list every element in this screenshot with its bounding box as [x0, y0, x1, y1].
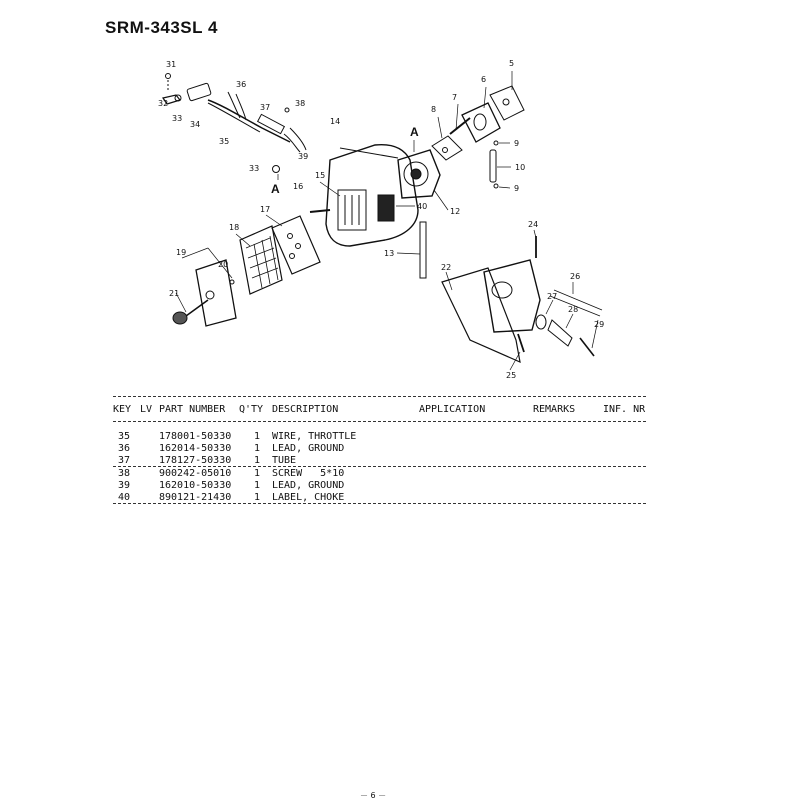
col-header-part-number: PART NUMBER	[159, 404, 226, 415]
callout-label: 33	[249, 164, 260, 173]
callout-label: 38	[295, 99, 306, 108]
table-row	[113, 431, 646, 443]
air-cleaner-base	[173, 260, 236, 326]
callout-label: 27	[547, 292, 558, 301]
table-row	[113, 492, 646, 504]
part-number-cell: 178127-50330	[159, 455, 232, 466]
callout-label: 7	[452, 93, 458, 102]
callout-label: 6	[481, 75, 487, 84]
throttle-wire-assembly	[163, 74, 309, 173]
callout-label: 14	[330, 117, 341, 126]
qty-cell: 1	[254, 468, 261, 479]
callout-label: 8	[431, 105, 437, 114]
callout-label: 31	[166, 60, 177, 69]
callout-label: 19	[176, 248, 187, 257]
qty-cell: 1	[254, 455, 261, 466]
callout-label: 36	[236, 80, 247, 89]
parts-table	[113, 431, 646, 504]
callout-label: A	[410, 125, 419, 139]
muffler-assembly	[442, 236, 605, 362]
callout-label: 18	[229, 223, 240, 232]
callout-label: 5	[509, 59, 515, 68]
callout-label: A	[271, 182, 280, 196]
table-row	[113, 443, 646, 455]
callout-label: 22	[441, 263, 452, 272]
part-number-cell: 178001-50330	[159, 431, 232, 442]
col-header-remarks: REMARKS	[533, 404, 576, 415]
tube	[420, 222, 426, 278]
qty-cell: 1	[254, 443, 261, 454]
description-cell: SCREW 5*10	[272, 468, 345, 479]
callout-label: 34	[190, 120, 201, 129]
key-cell: 37	[118, 455, 131, 466]
page-title: SRM-343SL 4	[105, 18, 218, 37]
callout-label: 32	[158, 99, 169, 108]
key-cell: 39	[118, 480, 131, 491]
callout-label: 13	[384, 249, 395, 258]
col-header-qty: Q'TY	[239, 404, 264, 415]
col-header-inf-nr: INF. NR	[603, 404, 646, 415]
table-row	[113, 480, 646, 492]
key-cell: 36	[118, 443, 131, 454]
col-header-application: APPLICATION	[419, 404, 486, 415]
part-number-cell: 900242-05010	[159, 468, 232, 479]
key-cell: 38	[118, 468, 131, 479]
callout-label: 15	[315, 171, 326, 180]
part-number-cell: 162014-50330	[159, 443, 232, 454]
description-cell: TUBE	[272, 455, 297, 466]
key-cell: 35	[118, 431, 131, 442]
callout-label: 37	[260, 103, 271, 112]
callout-label: 29	[594, 320, 605, 329]
table-row	[113, 468, 646, 480]
callout-label: 33	[172, 114, 183, 123]
description-cell: LEAD, GROUND	[272, 443, 345, 454]
qty-cell: 1	[254, 492, 261, 503]
callout-label: 17	[260, 205, 271, 214]
callout-label: 25	[506, 371, 517, 380]
callout-label: 24	[528, 220, 539, 229]
table-top-rule	[113, 396, 646, 397]
col-header-lv: LV	[140, 404, 153, 415]
description-cell: WIRE, THROTTLE	[272, 431, 357, 442]
exploded-parts-diagram	[0, 0, 800, 390]
callout-label: 26	[570, 272, 581, 281]
table-header-row	[113, 404, 646, 418]
air-filter-elements	[240, 216, 320, 294]
key-cell: 40	[118, 492, 131, 503]
page-number: － 6 －	[360, 791, 387, 800]
part-number-cell: 890121-21430	[159, 492, 232, 503]
col-header-key: KEY	[113, 404, 132, 415]
callout-label: 20	[218, 260, 229, 269]
table-header-rule	[113, 421, 646, 422]
callout-label: 10	[515, 163, 526, 172]
callout-label: 35	[219, 137, 230, 146]
callout-label: 9	[514, 184, 520, 193]
description-cell: LABEL, CHOKE	[272, 492, 345, 503]
table-row	[113, 455, 646, 467]
qty-cell: 1	[254, 431, 261, 442]
callout-label: 12	[450, 207, 461, 216]
callout-label: 39	[298, 152, 309, 161]
callout-label: 40	[417, 202, 428, 211]
callout-label: 28	[568, 305, 579, 314]
callout-label: 9	[514, 139, 520, 148]
callout-label: 21	[169, 289, 180, 298]
col-header-description: DESCRIPTION	[272, 404, 339, 415]
description-cell: LEAD, GROUND	[272, 480, 345, 491]
intake-parts	[432, 86, 524, 188]
qty-cell: 1	[254, 480, 261, 491]
part-number-cell: 162010-50330	[159, 480, 232, 491]
callout-label: 16	[293, 182, 304, 191]
